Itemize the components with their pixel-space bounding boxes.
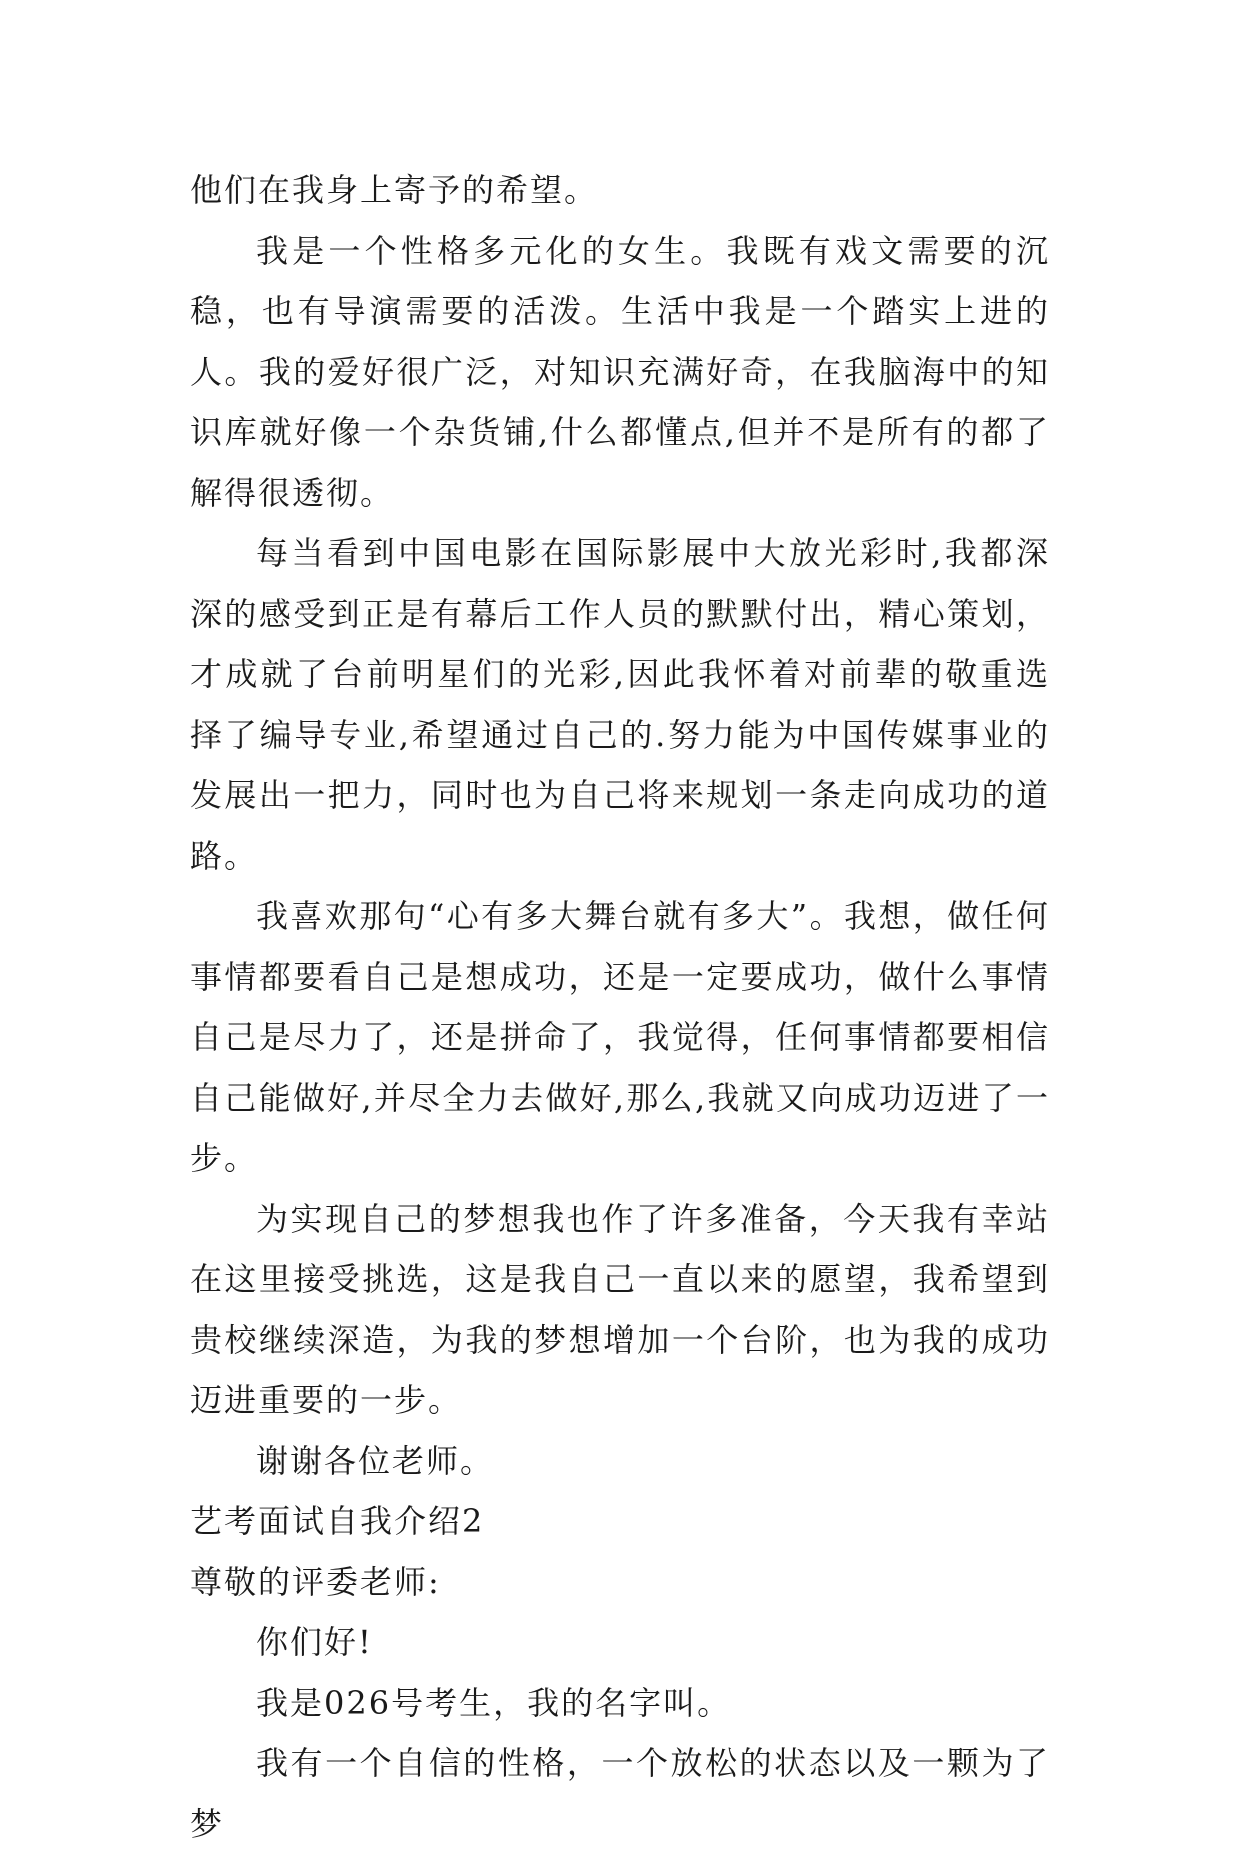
greeting: 你们好! (256, 1623, 373, 1661)
paragraph-thanks: 谢谢各位老师。 (256, 1441, 495, 1480)
document-body (190, 160, 1050, 1854)
paragraph-candidate-number: 我是026号考生，我的名字叫。 (256, 1683, 732, 1722)
section-heading: 艺考面试自我介绍2 (190, 1502, 485, 1540)
paragraph-personality: 我是一个性格多元化的女生。我既有戏文需要的沉稳，也有导演需要的活泼。生活中我是一个踏实上进的人。我的爱好很广泛，对知识充满好奇，在我脑海中的知识库就好像一个杂货铺,什么都懂点,但并不是所有的都了解得很透彻。 (190, 231, 1050, 512)
paragraph-motivation: 每当看到中国电影在国际影展中大放光彩时,我都深深的感受到正是有幕后工作人员的默默付出，精心策划，才成就了台前明星们的光彩,因此我怀着对前辈的敬重选择了编导专业,希望通过自己的.努力能为中国传媒事业的发展出一把力，同时也为自己将来规划一条走向成功的道路。 (190, 534, 1050, 875)
paragraph-confidence: 我有一个自信的性格，一个放松的状态以及一颗为了梦 (190, 1744, 1050, 1843)
salutation: 尊敬的评委老师: (190, 1562, 441, 1601)
paragraph-continuation: 他们在我身上寄予的希望。 (190, 171, 599, 209)
paragraph-philosophy: 我喜欢那句“心有多大舞台就有多大”。我想，做任何事情都要看自己是想成功，还是一定要成功，做什么事情自己是尽力了，还是拼命了，我觉得，任何事情都要相信自己能做好,并尽全力去做好,那么,我就又向成功迈进了一步。 (190, 897, 1050, 1177)
paragraph-preparation: 为实现自己的梦想我也作了许多准备，今天我有幸站在这里接受挑选，这是我自己一直以来的愿望，我希望到贵校继续深造，为我的梦想增加一个台阶，也为我的成功迈进重要的一步。 (190, 1199, 1050, 1419)
